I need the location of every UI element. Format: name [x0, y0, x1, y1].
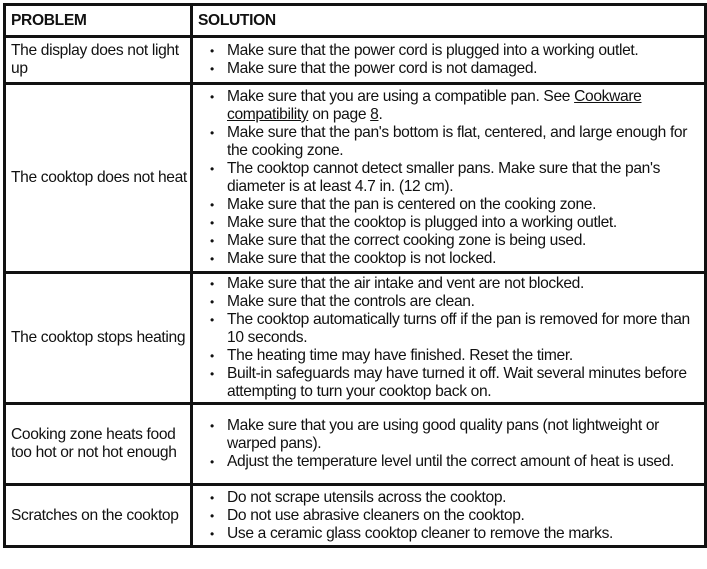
solution-text: on page	[308, 106, 371, 123]
solution-cell	[192, 37, 706, 84]
solution-item: • Use a ceramic glass cooktop cleaner to remove the marks.	[210, 525, 701, 543]
table-row	[5, 485, 706, 547]
solution-cell	[192, 273, 706, 404]
table-row	[5, 37, 706, 84]
problem-cell: The cooktop does not heat	[5, 84, 192, 273]
table-row	[5, 84, 706, 273]
solution-list	[198, 42, 701, 78]
cookware-compatibility-link[interactable]: Cookware compatibility	[227, 88, 642, 123]
solution-item: • The cooktop cannot detect smaller pans. Make sure that the pan's diameter is at least 4.7 in. (12 cm).	[210, 160, 701, 196]
solution-item: • Adjust the temperature level until the correct amount of heat is used.	[210, 453, 701, 471]
solution-item: • Make sure that the cooktop is not locked.	[210, 250, 701, 268]
problem-cell: Scratches on the cooktop	[5, 485, 192, 547]
problem-cell: The display does not light up	[5, 37, 192, 84]
header-solution: SOLUTION	[192, 5, 706, 37]
solution-item: • Built-in safeguards may have turned it off. Wait several minutes before attempting to turn your cooktop back on.	[210, 365, 701, 401]
solution-list	[198, 88, 701, 268]
problem-cell: Cooking zone heats food too hot or not hot enough	[5, 404, 192, 485]
solution-item: • Do not use abrasive cleaners on the cooktop.	[210, 507, 701, 525]
table-row	[5, 273, 706, 404]
solution-item: • Make sure that you are using good quality pans (not lightweight or warped pans).	[210, 417, 701, 453]
solution-item: • Make sure that the pan's bottom is flat, centered, and large enough for the cooking zone.	[210, 124, 701, 160]
solution-list	[198, 489, 701, 543]
solution-text: Make sure that you are using a compatible pan. See	[227, 88, 575, 105]
solution-item: • Make sure that the air intake and vent are not blocked.	[210, 275, 701, 293]
solution-list	[198, 417, 701, 471]
solution-item: • Make sure that the pan is centered on the cooking zone.	[210, 196, 701, 214]
troubleshooting-table	[3, 3, 707, 548]
solution-cell	[192, 84, 706, 273]
table-row	[5, 404, 706, 485]
header-problem: PROBLEM	[5, 5, 192, 37]
solution-text: .	[378, 106, 383, 123]
solution-cell	[192, 404, 706, 485]
solution-item: • Make sure that the controls are clean.	[210, 293, 701, 311]
solution-item: • The heating time may have finished. Reset the timer.	[210, 347, 701, 365]
solution-cell	[192, 485, 706, 547]
solution-item: • Make sure that the cooktop is plugged into a working outlet.	[210, 214, 701, 232]
solution-item: • Make sure that the power cord is plugged into a working outlet.	[210, 42, 701, 60]
solution-item	[210, 88, 701, 124]
solution-item: • Make sure that the power cord is not damaged.	[210, 60, 701, 78]
problem-cell: The cooktop stops heating	[5, 273, 192, 404]
solution-item: • The cooktop automatically turns off if the pan is removed for more than 10 seconds.	[210, 311, 701, 347]
solution-item: • Make sure that the correct cooking zone is being used.	[210, 232, 701, 250]
page-8-link[interactable]: 8	[370, 106, 379, 123]
solution-list	[198, 275, 701, 401]
solution-item: • Do not scrape utensils across the cooktop.	[210, 489, 701, 507]
table-header-row	[5, 5, 706, 37]
